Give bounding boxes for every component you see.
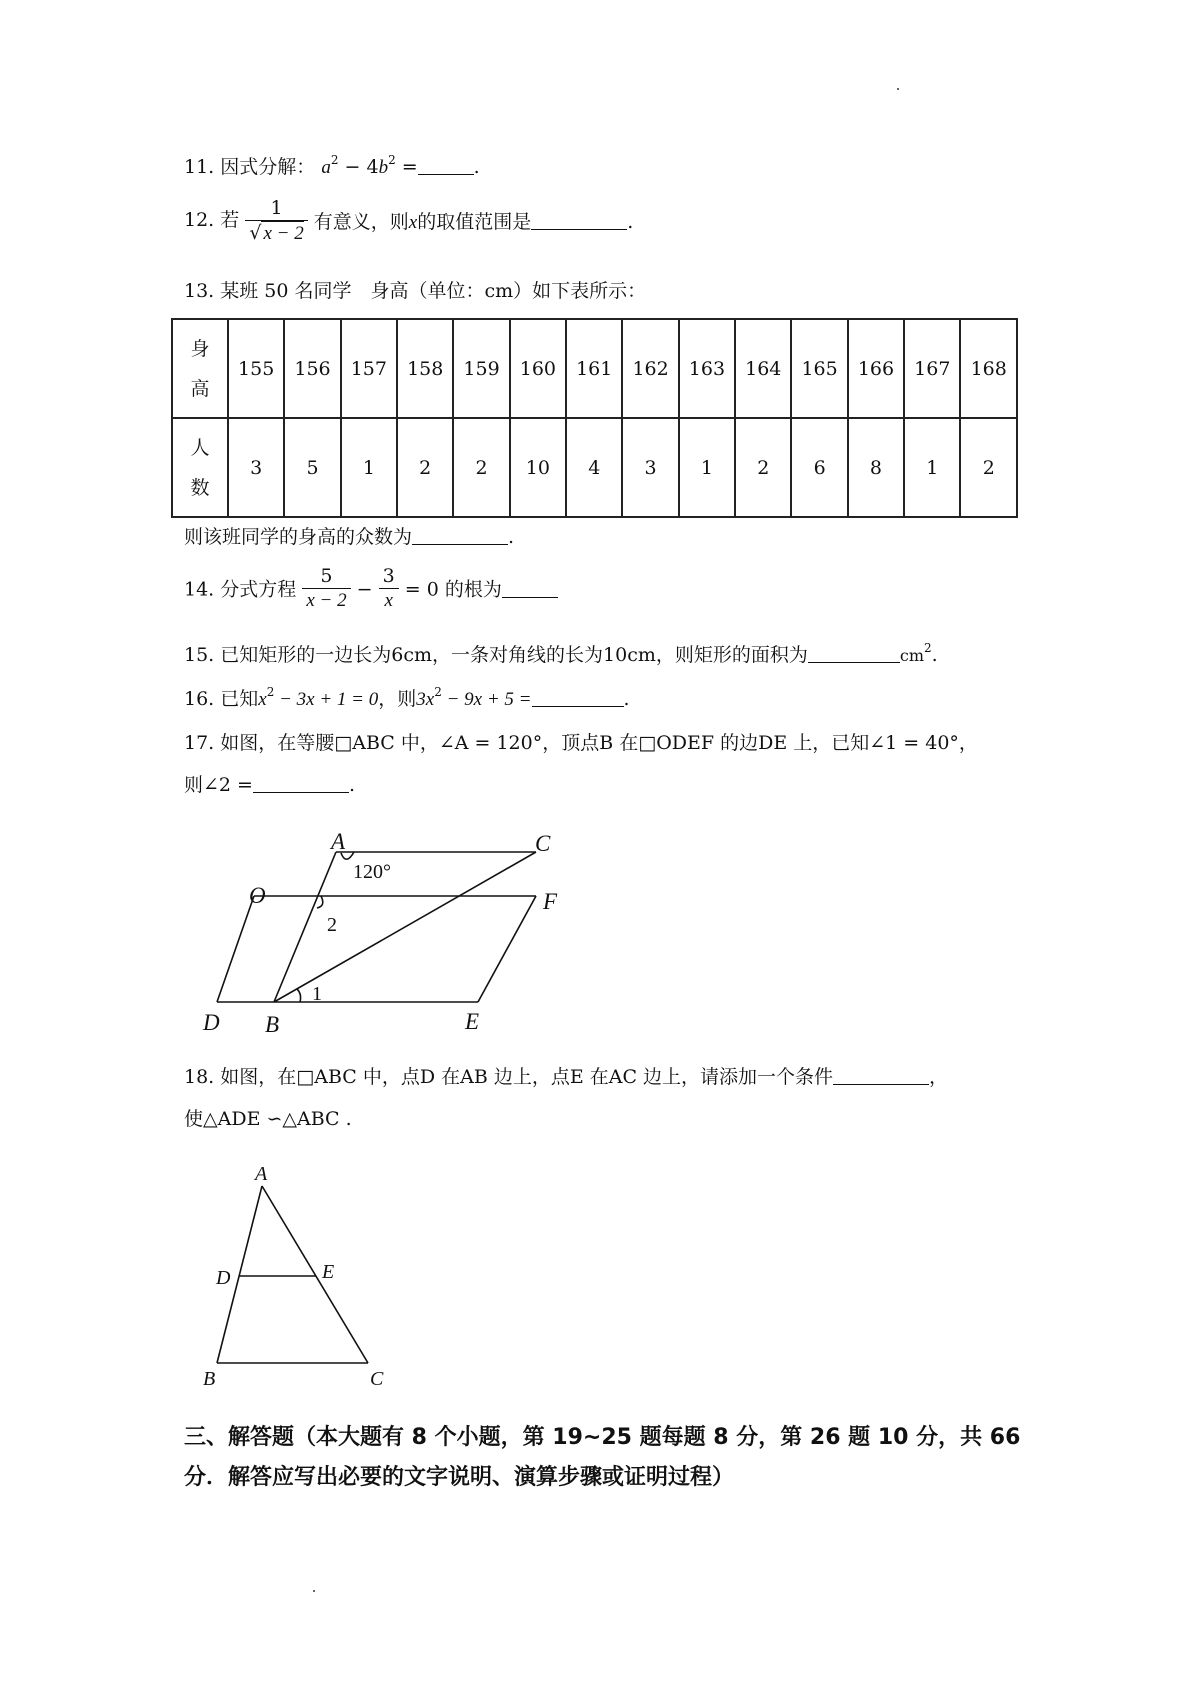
q18-number: 18. bbox=[184, 1066, 215, 1088]
fig17-angle-1-arc bbox=[297, 989, 301, 1002]
q12-var: x bbox=[408, 212, 418, 233]
q12-number: 12. bbox=[184, 209, 215, 231]
fig17-label-B: B bbox=[265, 1012, 280, 1037]
q14-fraction-1: $\frac{5}{x - 2}$ bbox=[302, 564, 350, 613]
question-17 bbox=[184, 728, 978, 755]
table-cell: 168 bbox=[960, 319, 1017, 418]
q13-text: 某班 50 名同学 身高（单位：cm）如下表所示： bbox=[220, 280, 647, 302]
q15-text: 已知矩形的一边长为6cm，一条对角线的长为10cm，则矩形的面积为 bbox=[220, 644, 808, 666]
q17-answer-blank[interactable] bbox=[253, 774, 349, 793]
table-cell: 10 bbox=[510, 418, 566, 517]
q12-mid: 有意义，则 bbox=[313, 211, 409, 233]
question-11 bbox=[184, 152, 480, 179]
table-cell: 160 bbox=[510, 319, 566, 418]
fig17-line-FE bbox=[478, 896, 536, 1002]
fig18-label-E: E bbox=[322, 1261, 335, 1283]
q13-after: 则该班同学的身高的众数为 . bbox=[184, 526, 515, 548]
fig17-angle-A-arc bbox=[341, 852, 354, 859]
fig18-line-AB bbox=[217, 1186, 262, 1363]
fig17-label-D: D bbox=[203, 1010, 220, 1035]
fig18-label-A: A bbox=[255, 1163, 268, 1185]
table-row bbox=[172, 319, 1017, 418]
q14-fraction-2: $\frac{3}{x}$ bbox=[379, 564, 399, 613]
q12-frac-num: 1 bbox=[270, 197, 283, 219]
q15-number: 15. bbox=[184, 644, 215, 666]
q11-exp-b: 2 bbox=[388, 153, 396, 167]
fig17-label-C: C bbox=[535, 831, 551, 856]
table-cell: 8 bbox=[848, 418, 904, 517]
fig17-angle-2-label: 2 bbox=[327, 914, 337, 936]
q17-number: 17. bbox=[184, 732, 215, 754]
q11-end: . bbox=[473, 156, 480, 178]
q11-answer-blank[interactable] bbox=[418, 156, 474, 175]
fig18-line-AC bbox=[262, 1186, 368, 1363]
table-cell: 3 bbox=[622, 418, 678, 517]
fig17-angle-1-label: 1 bbox=[312, 983, 322, 1005]
question-18: 18. 如图，在□ABC 中，点D 在AB 边上，点E 在AC 边上，请添加一个条件 ， bbox=[184, 1066, 949, 1088]
table-cell: 1 bbox=[341, 418, 397, 517]
table-cell: 2 bbox=[453, 418, 509, 517]
fig18-label-B: B bbox=[203, 1368, 216, 1390]
q17-line1: 如图，在等腰□ABC 中，∠A = 120°，顶点B 在□ODEF 的边DE 上，已知∠1 = 40°， bbox=[220, 732, 978, 754]
fig17-line-AB bbox=[274, 852, 336, 1002]
table-cell: 159 bbox=[453, 319, 509, 418]
table-cell: 157 bbox=[341, 319, 397, 418]
section-3-line1: 三、解答题（本大题有 8 个小题，第 19~25 题每题 8 分，第 26 题 10 分，共 66 bbox=[184, 1425, 1021, 1450]
q12-fraction bbox=[245, 196, 307, 246]
fig17-label-E: E bbox=[465, 1009, 480, 1034]
q14-number: 14. bbox=[184, 578, 215, 601]
row-label-count: 人 数 bbox=[172, 418, 228, 517]
fig17-line-OD bbox=[217, 896, 254, 1002]
table-cell: 165 bbox=[791, 319, 847, 418]
question-16: 16. 已知$x^2 - 3x + 1 = 0$，则$3x^2 - 9x + 5$ = . bbox=[184, 685, 630, 710]
q12-pre: 若 bbox=[220, 209, 240, 231]
q13-answer-blank[interactable] bbox=[412, 526, 508, 545]
fig17-label-O: O bbox=[249, 883, 266, 908]
fig18-label-D: D bbox=[216, 1267, 231, 1289]
q17-line2: 则∠2 = . bbox=[184, 774, 356, 796]
fig17-angle-2-arc bbox=[317, 896, 323, 908]
question-15: 15. 已知矩形的一边长为6cm，一条对角线的长为10cm，则矩形的面积为 $cm^2$. bbox=[184, 641, 938, 666]
table-cell: 161 bbox=[566, 319, 622, 418]
section-3-line2: 分．解答应写出必要的文字说明、演算步骤或证明过程） bbox=[184, 1465, 735, 1490]
table-cell: 2 bbox=[397, 418, 453, 517]
question-12 bbox=[184, 198, 633, 248]
q13-number: 13. bbox=[184, 280, 215, 302]
q11-minus: − 4 bbox=[338, 156, 379, 178]
q12-end: . bbox=[627, 211, 634, 233]
fig17-label-A: A bbox=[331, 829, 346, 854]
q14-pre: 分式方程 bbox=[220, 578, 297, 601]
scan-dot-top bbox=[897, 88, 899, 90]
table-cell: 162 bbox=[622, 319, 678, 418]
table-cell: 1 bbox=[904, 418, 960, 517]
table-cell: 164 bbox=[735, 319, 791, 418]
table-cell: 2 bbox=[735, 418, 791, 517]
q12-frac-den: √ x − 2 bbox=[245, 220, 307, 246]
table-cell: 3 bbox=[228, 418, 284, 517]
fig18-label-C: C bbox=[370, 1368, 384, 1390]
q11-exp: 2 bbox=[330, 153, 339, 167]
q12-answer-blank[interactable] bbox=[531, 211, 627, 230]
table-row bbox=[172, 418, 1017, 517]
q11-var-a: a bbox=[321, 157, 331, 178]
table-cell: 163 bbox=[679, 319, 735, 418]
table-cell: 158 bbox=[397, 319, 453, 418]
table-cell: 166 bbox=[848, 319, 904, 418]
q11-var-b: b bbox=[378, 157, 389, 178]
scan-dot-bottom bbox=[313, 1590, 315, 1592]
q14-answer-blank[interactable] bbox=[502, 579, 558, 598]
table-cell: 155 bbox=[228, 319, 284, 418]
question-13 bbox=[184, 276, 646, 303]
fig17-line-BC bbox=[274, 852, 536, 1002]
row-label-height: 身 高 bbox=[172, 319, 228, 418]
q11-equals: = bbox=[395, 156, 418, 178]
table-cell: 5 bbox=[284, 418, 340, 517]
table-cell: 4 bbox=[566, 418, 622, 517]
table-cell: 156 bbox=[284, 319, 340, 418]
q11-text: 因式分解： bbox=[220, 156, 316, 178]
table-cell: 1 bbox=[679, 418, 735, 517]
q11-number: 11. bbox=[184, 156, 215, 178]
q18-answer-blank[interactable] bbox=[833, 1066, 929, 1085]
fig17-label-F: F bbox=[543, 889, 558, 914]
fig17-angle-A-label: 120° bbox=[353, 861, 391, 883]
q16-answer-blank[interactable] bbox=[532, 688, 624, 707]
table-cell: 6 bbox=[791, 418, 847, 517]
q12-post: 的取值范围是 bbox=[417, 211, 532, 233]
q18-line2: 使△ADE ∽△ABC . bbox=[184, 1108, 352, 1130]
q15-answer-blank[interactable] bbox=[808, 644, 900, 663]
table-cell: 167 bbox=[904, 319, 960, 418]
q18-line1: 如图，在□ABC 中，点D 在AB 边上，点E 在AC 边上，请添加一个条件 bbox=[220, 1066, 834, 1088]
section-3-header bbox=[184, 1418, 1044, 1498]
table-cell: 2 bbox=[960, 418, 1017, 517]
height-table bbox=[171, 318, 1018, 518]
q16-number: 16. bbox=[184, 688, 215, 710]
question-14: 14. 分式方程 $\frac{5}{x - 2}$ − $\frac{3}{x}$ = 0 的根为 bbox=[184, 566, 558, 615]
